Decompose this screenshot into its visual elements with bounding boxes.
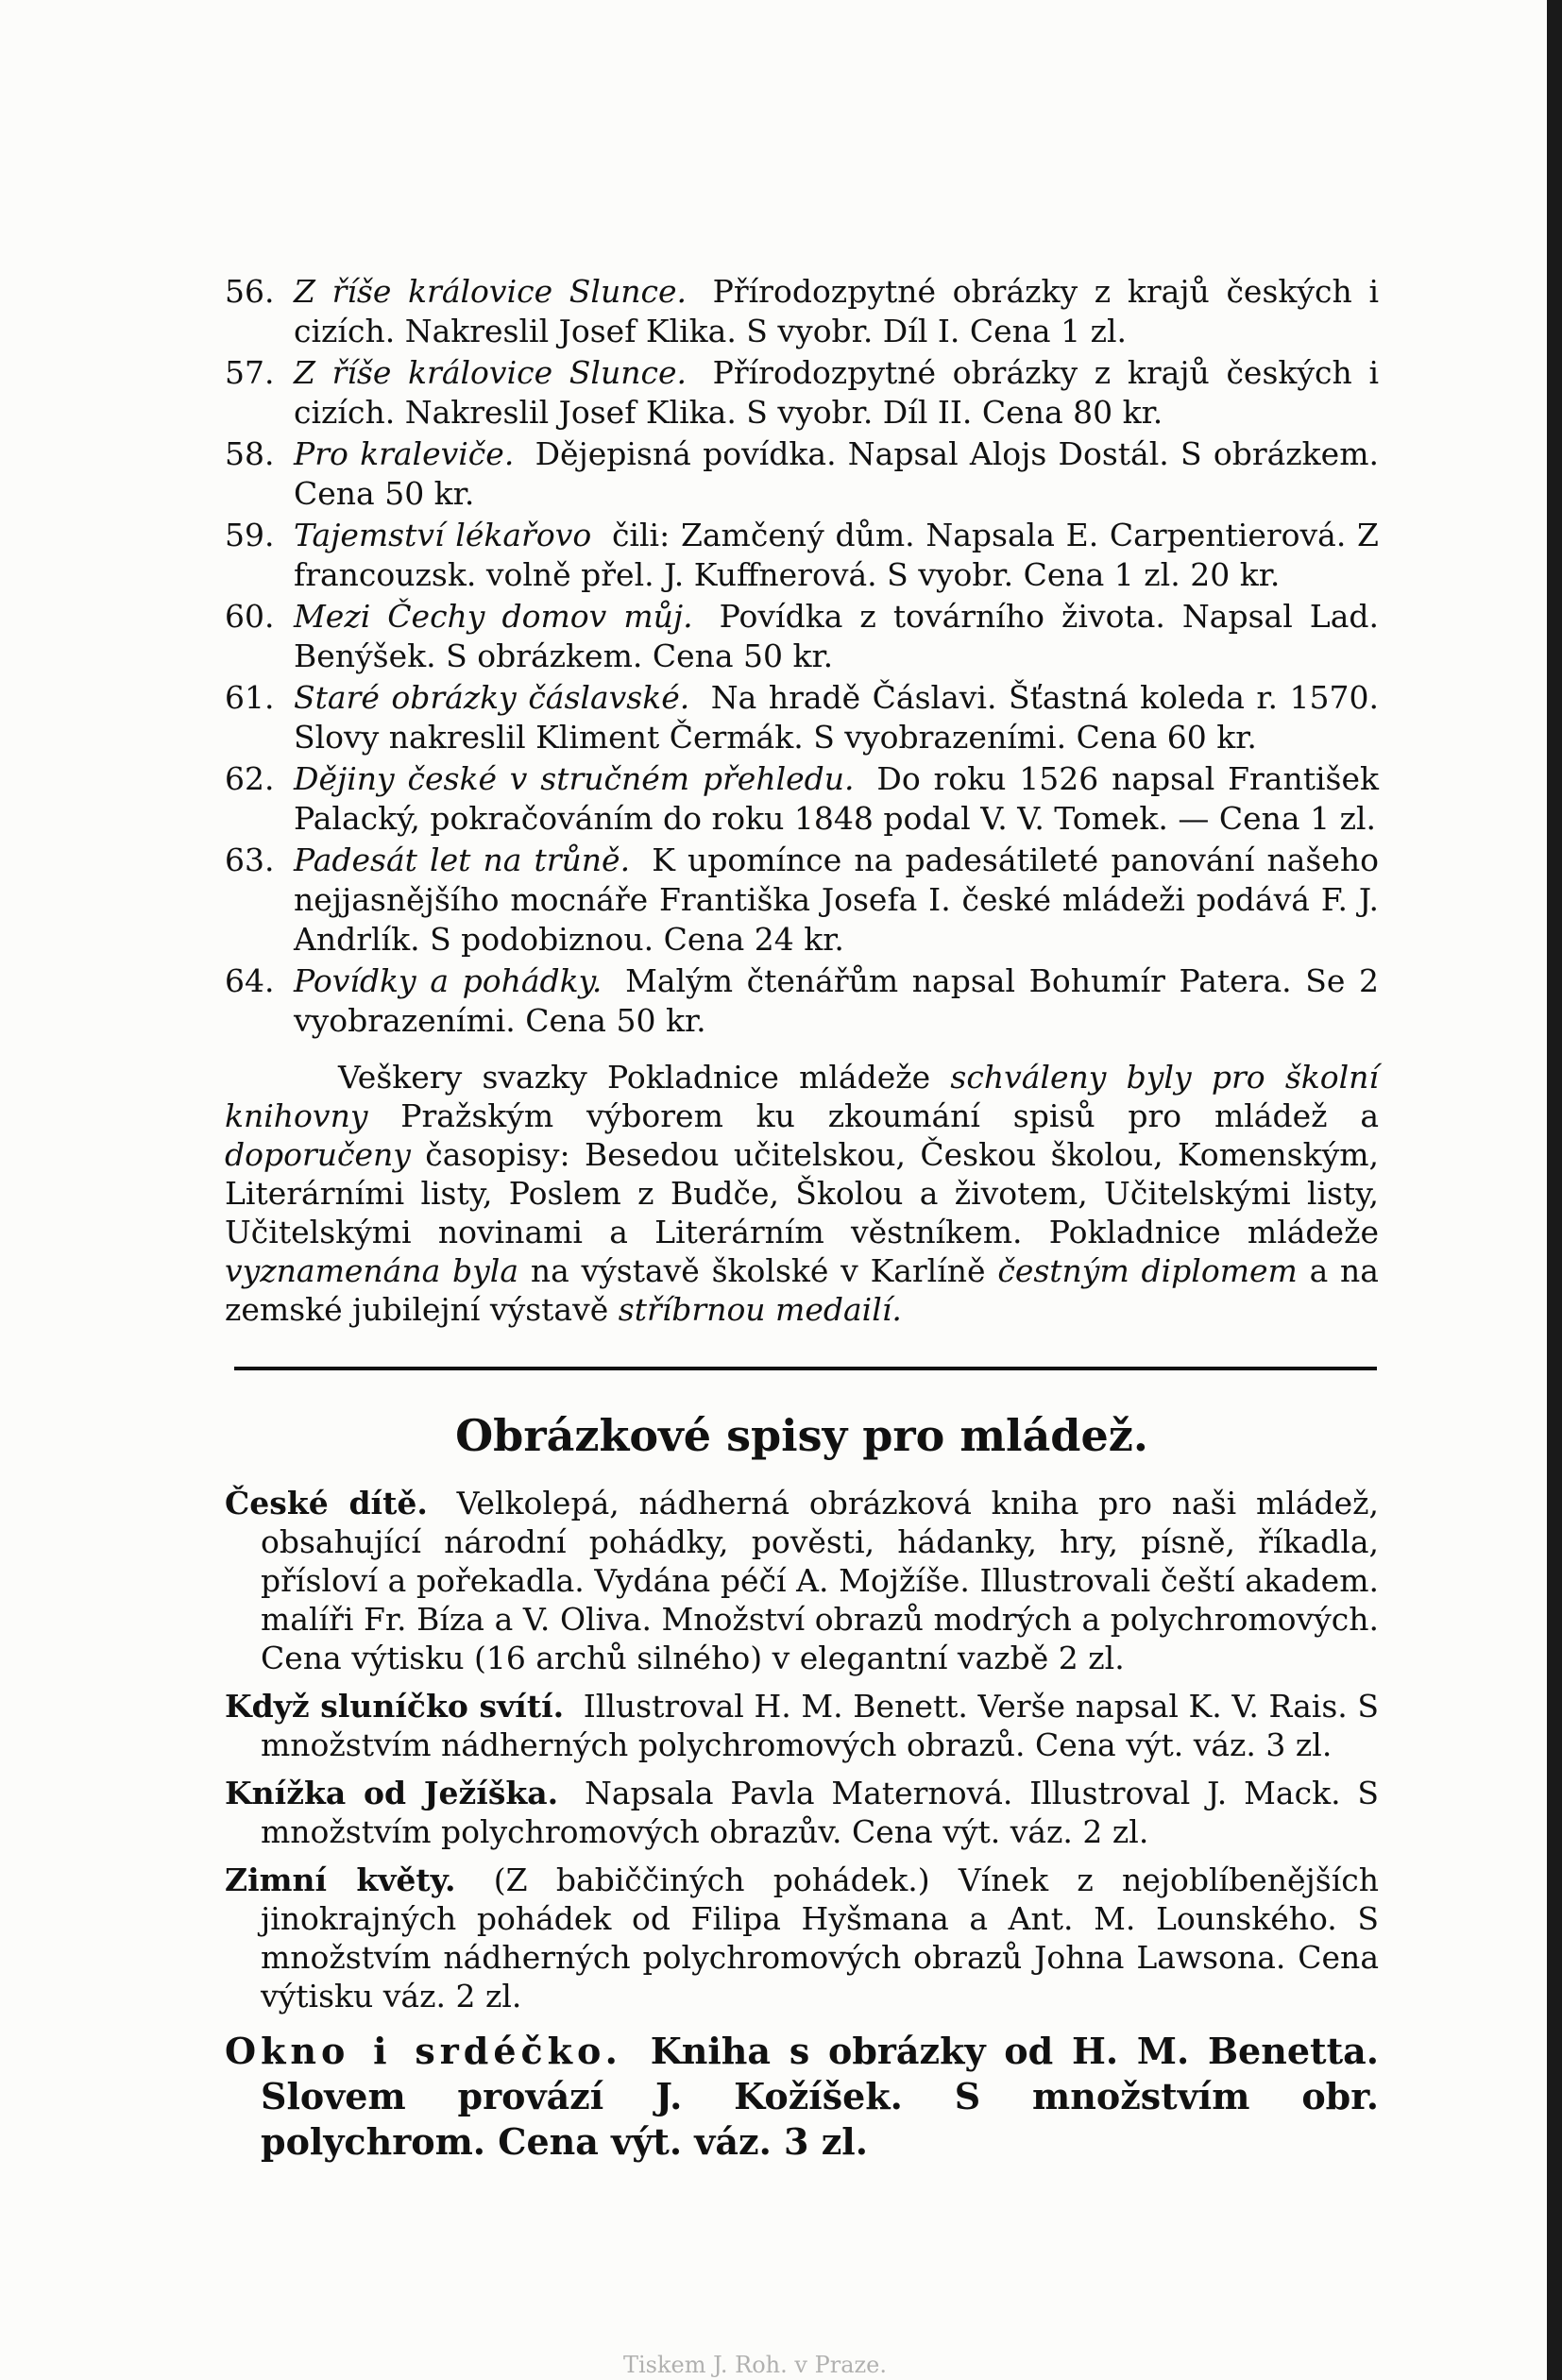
book-entry: [225, 1774, 1379, 1851]
entry-number: 59.: [225, 517, 275, 553]
section-divider: [234, 1367, 1377, 1370]
notice-emphasis: čestným diplomem: [997, 1252, 1298, 1289]
book-entry: [225, 1687, 1379, 1764]
book-title: Knížka od Ježíška.: [225, 1775, 559, 1811]
entry-number: 62.: [225, 760, 275, 797]
book-entry: [225, 2029, 1379, 2165]
entry-title: Dějiny české v stručném přehledu.: [294, 760, 855, 797]
entry-title: Pro kraleviče.: [294, 435, 515, 472]
book-text: Velkolepá, nádherná obrázková kniha pro naši mládež, obsahující národní pohádky, pověsti, hádanky, hry, písně, říkadla, přísloví a pořekadla. Vydána péčí A. Mojžíše. Illustrovali čeští akadem. malíři Fr. Bíza a V. Oliva. Množství obrazů modrých a polychromových. Cena výtisku (16 archů silného) v elegantní vazbě 2 zl.: [261, 1485, 1379, 1676]
catalog-entry: [225, 678, 1379, 757]
catalog-entry: [225, 597, 1379, 676]
entry-text: K upomínce na padesátileté panování našeho nejjasnějšího mocnáře Františka Josefa I. české mládeži podává F. J. Andrlík. S podobiznou. Cena 24 kr.: [294, 842, 1379, 958]
entry-text: čili: Zamčený dům. Napsala E. Carpentierová. Z francouzsk. volně přel. J. Kuffnerová. S vyobr. Cena 1 zl. 20 kr.: [294, 517, 1379, 593]
notice-text: a na zemské jubilejní výstavě: [225, 1252, 1379, 1328]
notice-emphasis: stříbrnou medailí.: [618, 1291, 902, 1328]
notice-text: na výstavě školské v Karlíně: [530, 1252, 986, 1289]
entry-text: Přírodozpytné obrázky z krajů českých i cizích. Nakreslil Josef Klika. S vyobr. Díl II. Cena 80 kr.: [294, 354, 1379, 431]
notice-emphasis: schváleny byly pro školní knihovny: [225, 1059, 1379, 1134]
entry-number: 64.: [225, 962, 275, 999]
entry-text: Přírodozpytné obrázky z krajů českých i cizích. Nakreslil Josef Klika. S vyobr. Díl I. Cena 1 zl.: [294, 273, 1379, 349]
book-entry: [225, 1861, 1379, 2015]
entry-text: Dějepisná povídka. Napsal Alojs Dostál. S obrázkem. Cena 50 kr.: [294, 435, 1379, 512]
book-title: České dítě.: [225, 1485, 428, 1522]
book-title: Zimní květy.: [225, 1862, 456, 1898]
book-text: Kniha s obrázky od H. M. Benetta. Slovem provází J. Kožíšek. S množstvím obr. polychrom. Cena výt. váz. 3 zl.: [261, 2030, 1379, 2163]
book-text: Illustroval H. M. Benett. Verše napsal K. V. Rais. S množstvím nádherných polychromových obrazů. Cena výt. váz. 3 zl.: [261, 1688, 1380, 1763]
book-title: Okno i srdéčko.: [225, 2030, 622, 2072]
catalog-entry: [225, 353, 1379, 433]
entry-title: Padesát let na trůně.: [294, 842, 631, 878]
catalog-entry: [225, 272, 1379, 351]
entry-title: Mezi Čechy domov můj.: [294, 598, 693, 635]
entry-number: 57.: [225, 354, 275, 391]
entry-text: Malým čtenářům napsal Bohumír Patera. Se 2 vyobrazeními. Cena 50 kr.: [294, 962, 1380, 1039]
document-body: [225, 272, 1379, 2174]
scan-edge: [1547, 0, 1562, 2380]
book-entry: [225, 1484, 1379, 1677]
book-text: Napsala Pavla Maternová. Illustroval J. Mack. S množstvím polychromových obrazův. Cena výt. váz. 2 zl.: [261, 1775, 1379, 1850]
entry-title: Z říše královice Slunce.: [294, 273, 687, 310]
catalog-entry: [225, 841, 1379, 960]
catalog-entry: [225, 759, 1379, 839]
printer-imprint: Tiskem J. Roh. v Praze.: [623, 2352, 887, 2378]
catalog-entry: [225, 961, 1379, 1041]
entry-number: 60.: [225, 598, 275, 635]
notice-emphasis: doporučeny: [225, 1136, 411, 1173]
notice-text: časopisy: Besedou učitelskou, Českou školou, Komenským, Literárními listy, Poslem z Budče, Školou a životem, Učitelskými listy, Učitelskými novinami a Literárním věstníkem. Pokladnice mládeže: [225, 1136, 1379, 1250]
entry-number: 61.: [225, 679, 275, 716]
entry-title: Staré obrázky čáslavské.: [294, 679, 690, 716]
entry-number: 58.: [225, 435, 275, 472]
entry-text: Na hradě Čáslavi. Šťastná koleda r. 1570. Slovy nakreslil Kliment Čermák. S vyobrazeními. Cena 60 kr.: [294, 679, 1379, 756]
catalog-entry: [225, 434, 1379, 514]
book-text: (Z babiččiných pohádek.) Vínek z nejoblíbenějších jinokrajných pohádek od Filipa Hyšmana a Ant. M. Lounského. S množstvím nádherných polychromových obrazů Johna Lawsona. Cena výtisku váz. 2 zl.: [261, 1862, 1380, 2014]
entry-title: Povídky a pohádky.: [294, 962, 603, 999]
section-title: Obrázkové spisy pro mládež.: [455, 1410, 1148, 1461]
notice-emphasis: vyznamenána byla: [225, 1252, 519, 1289]
entry-title: Tajemství lékařovo: [294, 517, 592, 553]
catalog-entry: [225, 516, 1379, 595]
book-title: Když sluníčko svítí.: [225, 1688, 565, 1725]
notice-text: Pražským výborem ku zkoumání spisů pro mládež a: [400, 1097, 1379, 1134]
approval-notice: [225, 1058, 1379, 1329]
entry-text: Do roku 1526 napsal František Palacký, pokračováním do roku 1848 podal V. V. Tomek. — Cena 1 zl.: [294, 760, 1379, 837]
entry-number: 63.: [225, 842, 275, 878]
entry-text: Povídka z továrního života. Napsal Lad. Benýšek. S obrázkem. Cena 50 kr.: [294, 598, 1379, 674]
notice-text: Veškery svazky Pokladnice mládeže: [338, 1059, 931, 1096]
entry-title: Z říše královice Slunce.: [294, 354, 687, 391]
entry-number: 56.: [225, 273, 275, 310]
